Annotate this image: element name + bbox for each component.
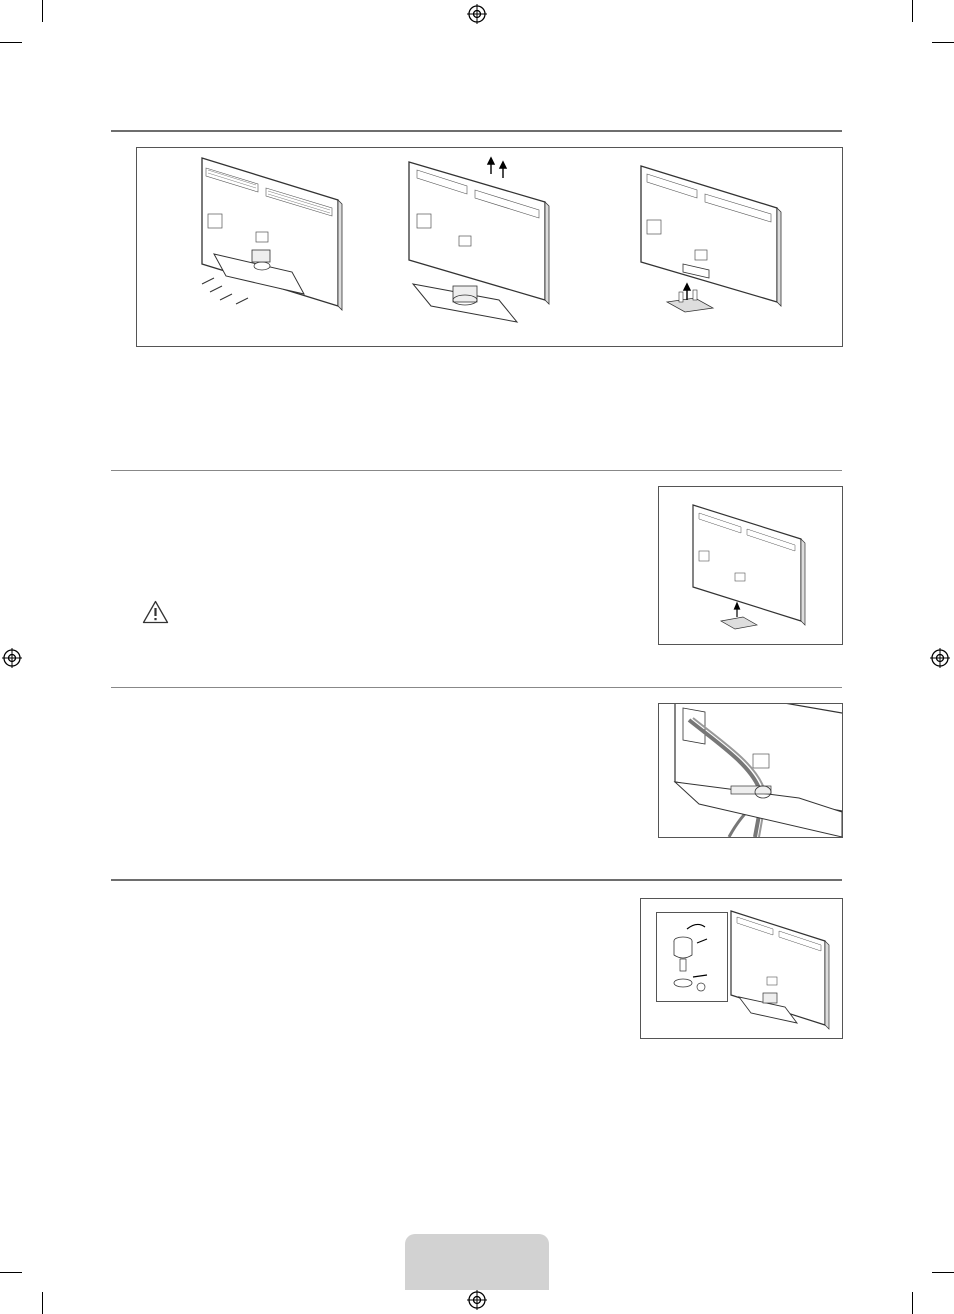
crop-mark xyxy=(932,1272,954,1273)
tv-with-guide-stand-illustration xyxy=(687,499,827,634)
caution-icon xyxy=(142,600,169,624)
crop-mark xyxy=(912,0,913,22)
crop-mark xyxy=(0,42,22,43)
guide-stand-figure-panel xyxy=(658,486,843,645)
crop-mark xyxy=(42,1292,43,1314)
section-divider xyxy=(111,470,842,471)
tv-with-stand-guide-illustration xyxy=(637,162,787,322)
cable-holder-figure-panel xyxy=(658,703,843,838)
tv-anti-fall-assembly-illustration xyxy=(725,907,839,1033)
crop-mark xyxy=(42,0,43,22)
registration-mark-icon xyxy=(930,648,950,668)
crop-mark xyxy=(932,42,954,43)
anti-fall-figure-panel xyxy=(640,898,843,1039)
stand-removal-figure-panel xyxy=(136,147,843,347)
section-divider xyxy=(111,130,842,132)
registration-mark-icon xyxy=(467,4,487,24)
crop-mark xyxy=(912,1292,913,1314)
screw-assembly-detail-illustration xyxy=(657,913,727,1001)
registration-mark-icon xyxy=(467,1290,487,1310)
tv-lifted-from-stand-illustration xyxy=(405,154,565,326)
tv-cable-holder-closeup-illustration xyxy=(659,704,842,837)
section-divider xyxy=(111,879,842,881)
section-divider xyxy=(111,687,842,688)
crop-mark xyxy=(0,1272,22,1273)
page-number-tab xyxy=(405,1234,549,1290)
registration-mark-icon xyxy=(2,648,22,668)
tv-with-stand-screws-illustration xyxy=(192,154,352,322)
detail-inset-box xyxy=(656,912,728,1002)
